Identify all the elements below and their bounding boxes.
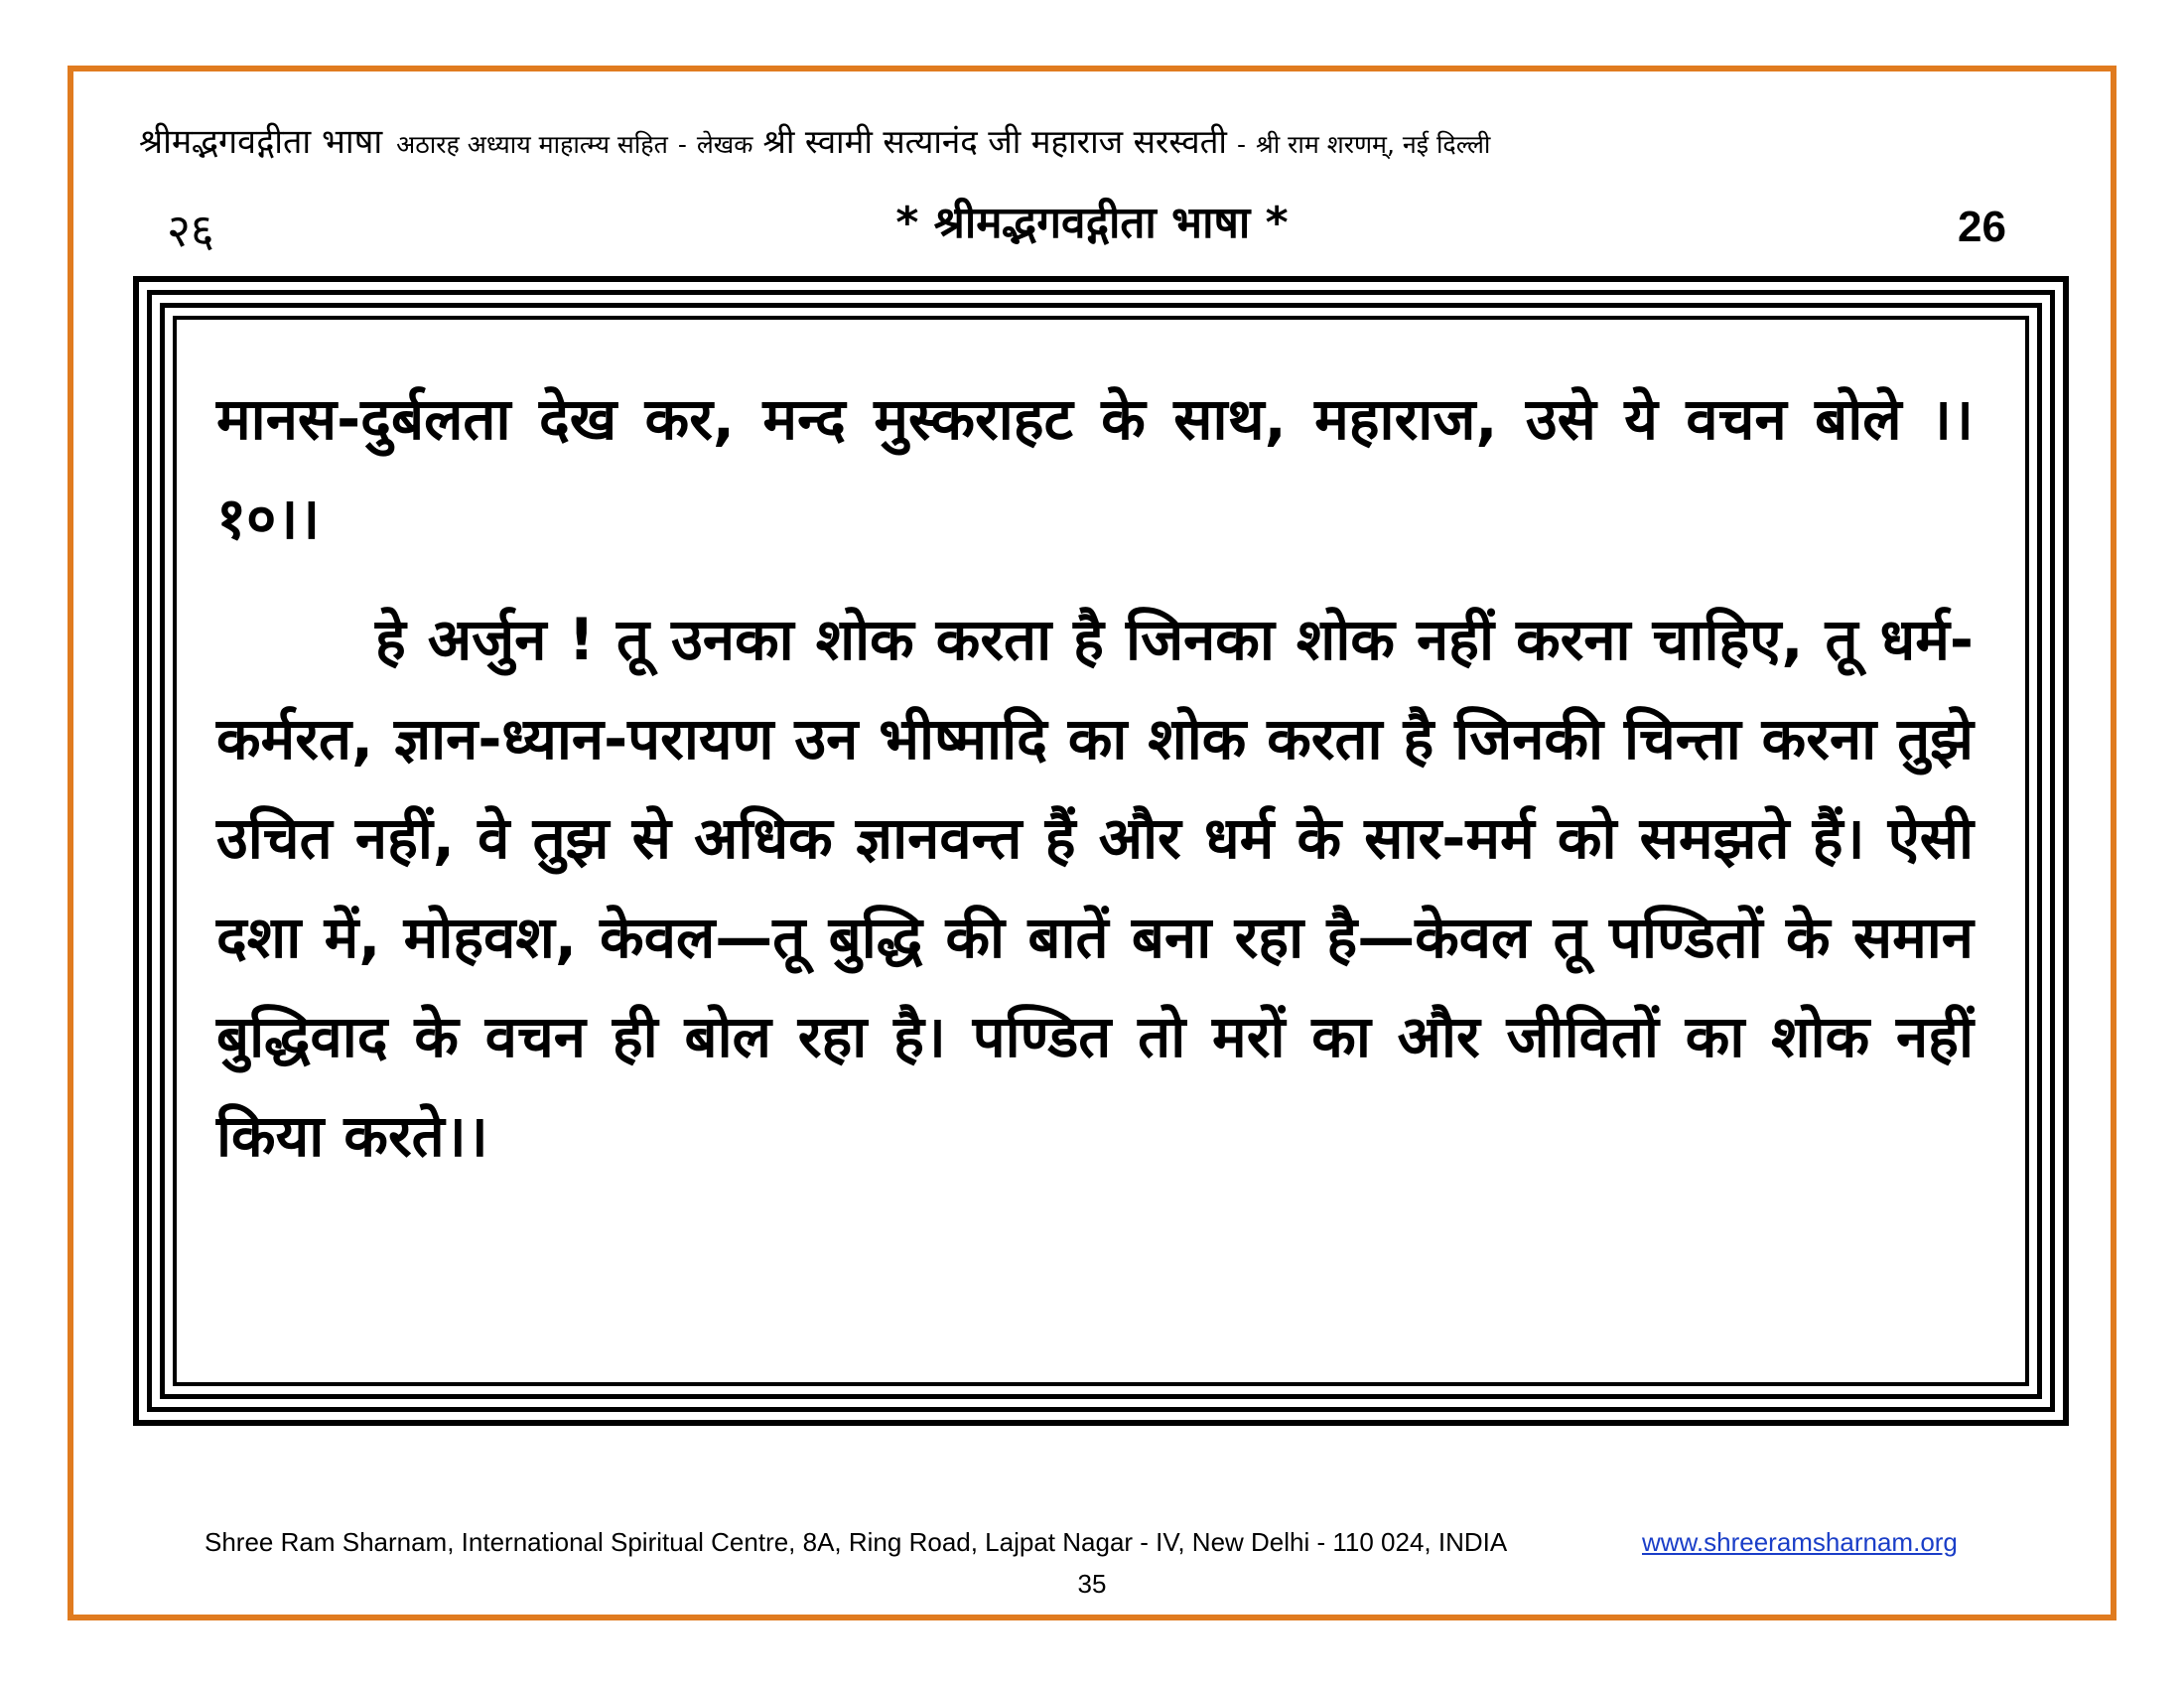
book-header: [139, 117, 2065, 177]
footer-page-number: 35: [1077, 1569, 1107, 1599]
publisher: श्री राम शरणम्, नई दिल्ली: [1256, 130, 1491, 159]
author-name: श्री स्वामी सत्यानंद जी महाराज सरस्वती: [762, 122, 1227, 161]
website-link[interactable]: www.shreeramsharnam.org: [1642, 1527, 1958, 1557]
verse-paragraph-2: हे अर्जुन ! तू उनका शोक करता है जिनका शोक नहीं करना चाहिए, तू धर्म-कर्मरत, ज्ञान-ध्यान-परायण उन भीष्मादि का शोक करता है जिनकी चिन्ता करना तुझे उचित नहीं, वे तुझ से अधिक ज्ञानवन्त हैं और धर्म के सार-मर्म को समझते हैं। ऐसी दशा में, मोहवश, केवल—तू बुद्धि की बातें बना रहा है—केवल तू पण्डितों के समान बुद्धिवाद के वचन ही बोल रहा है। पण्डित तो मरों का और जीवितों का शोक नहीं किया करते।।: [216, 606, 1974, 1170]
page-number-devanagari: २६: [167, 204, 214, 257]
book-subtitle: अठारह अध्याय माहात्म्य सहित: [396, 130, 668, 159]
book-title: श्रीमद्भगवद्गीता भाषा: [139, 122, 383, 162]
footer-address: Shree Ram Sharnam, International Spiritual Centre, 8A, Ring Road, Lajpat Nagar - IV, New Delhi - 110 024, INDIA: [205, 1527, 1508, 1557]
header-separator: -: [677, 130, 687, 159]
author-prefix: लेखक: [696, 130, 753, 159]
page-number-latin: 26: [1958, 203, 2006, 251]
header-separator-2: -: [1236, 130, 1246, 159]
running-title: * श्रीमद्भगवद्गीता भाषा *: [895, 198, 1289, 248]
verse-paragraph-1: मानस-दुर्बलता देख कर, मन्द मुस्कराहट के साथ, महाराज, उसे ये वचन बोले ।।१०।।: [216, 385, 1974, 552]
verse-text: [216, 369, 1974, 1186]
